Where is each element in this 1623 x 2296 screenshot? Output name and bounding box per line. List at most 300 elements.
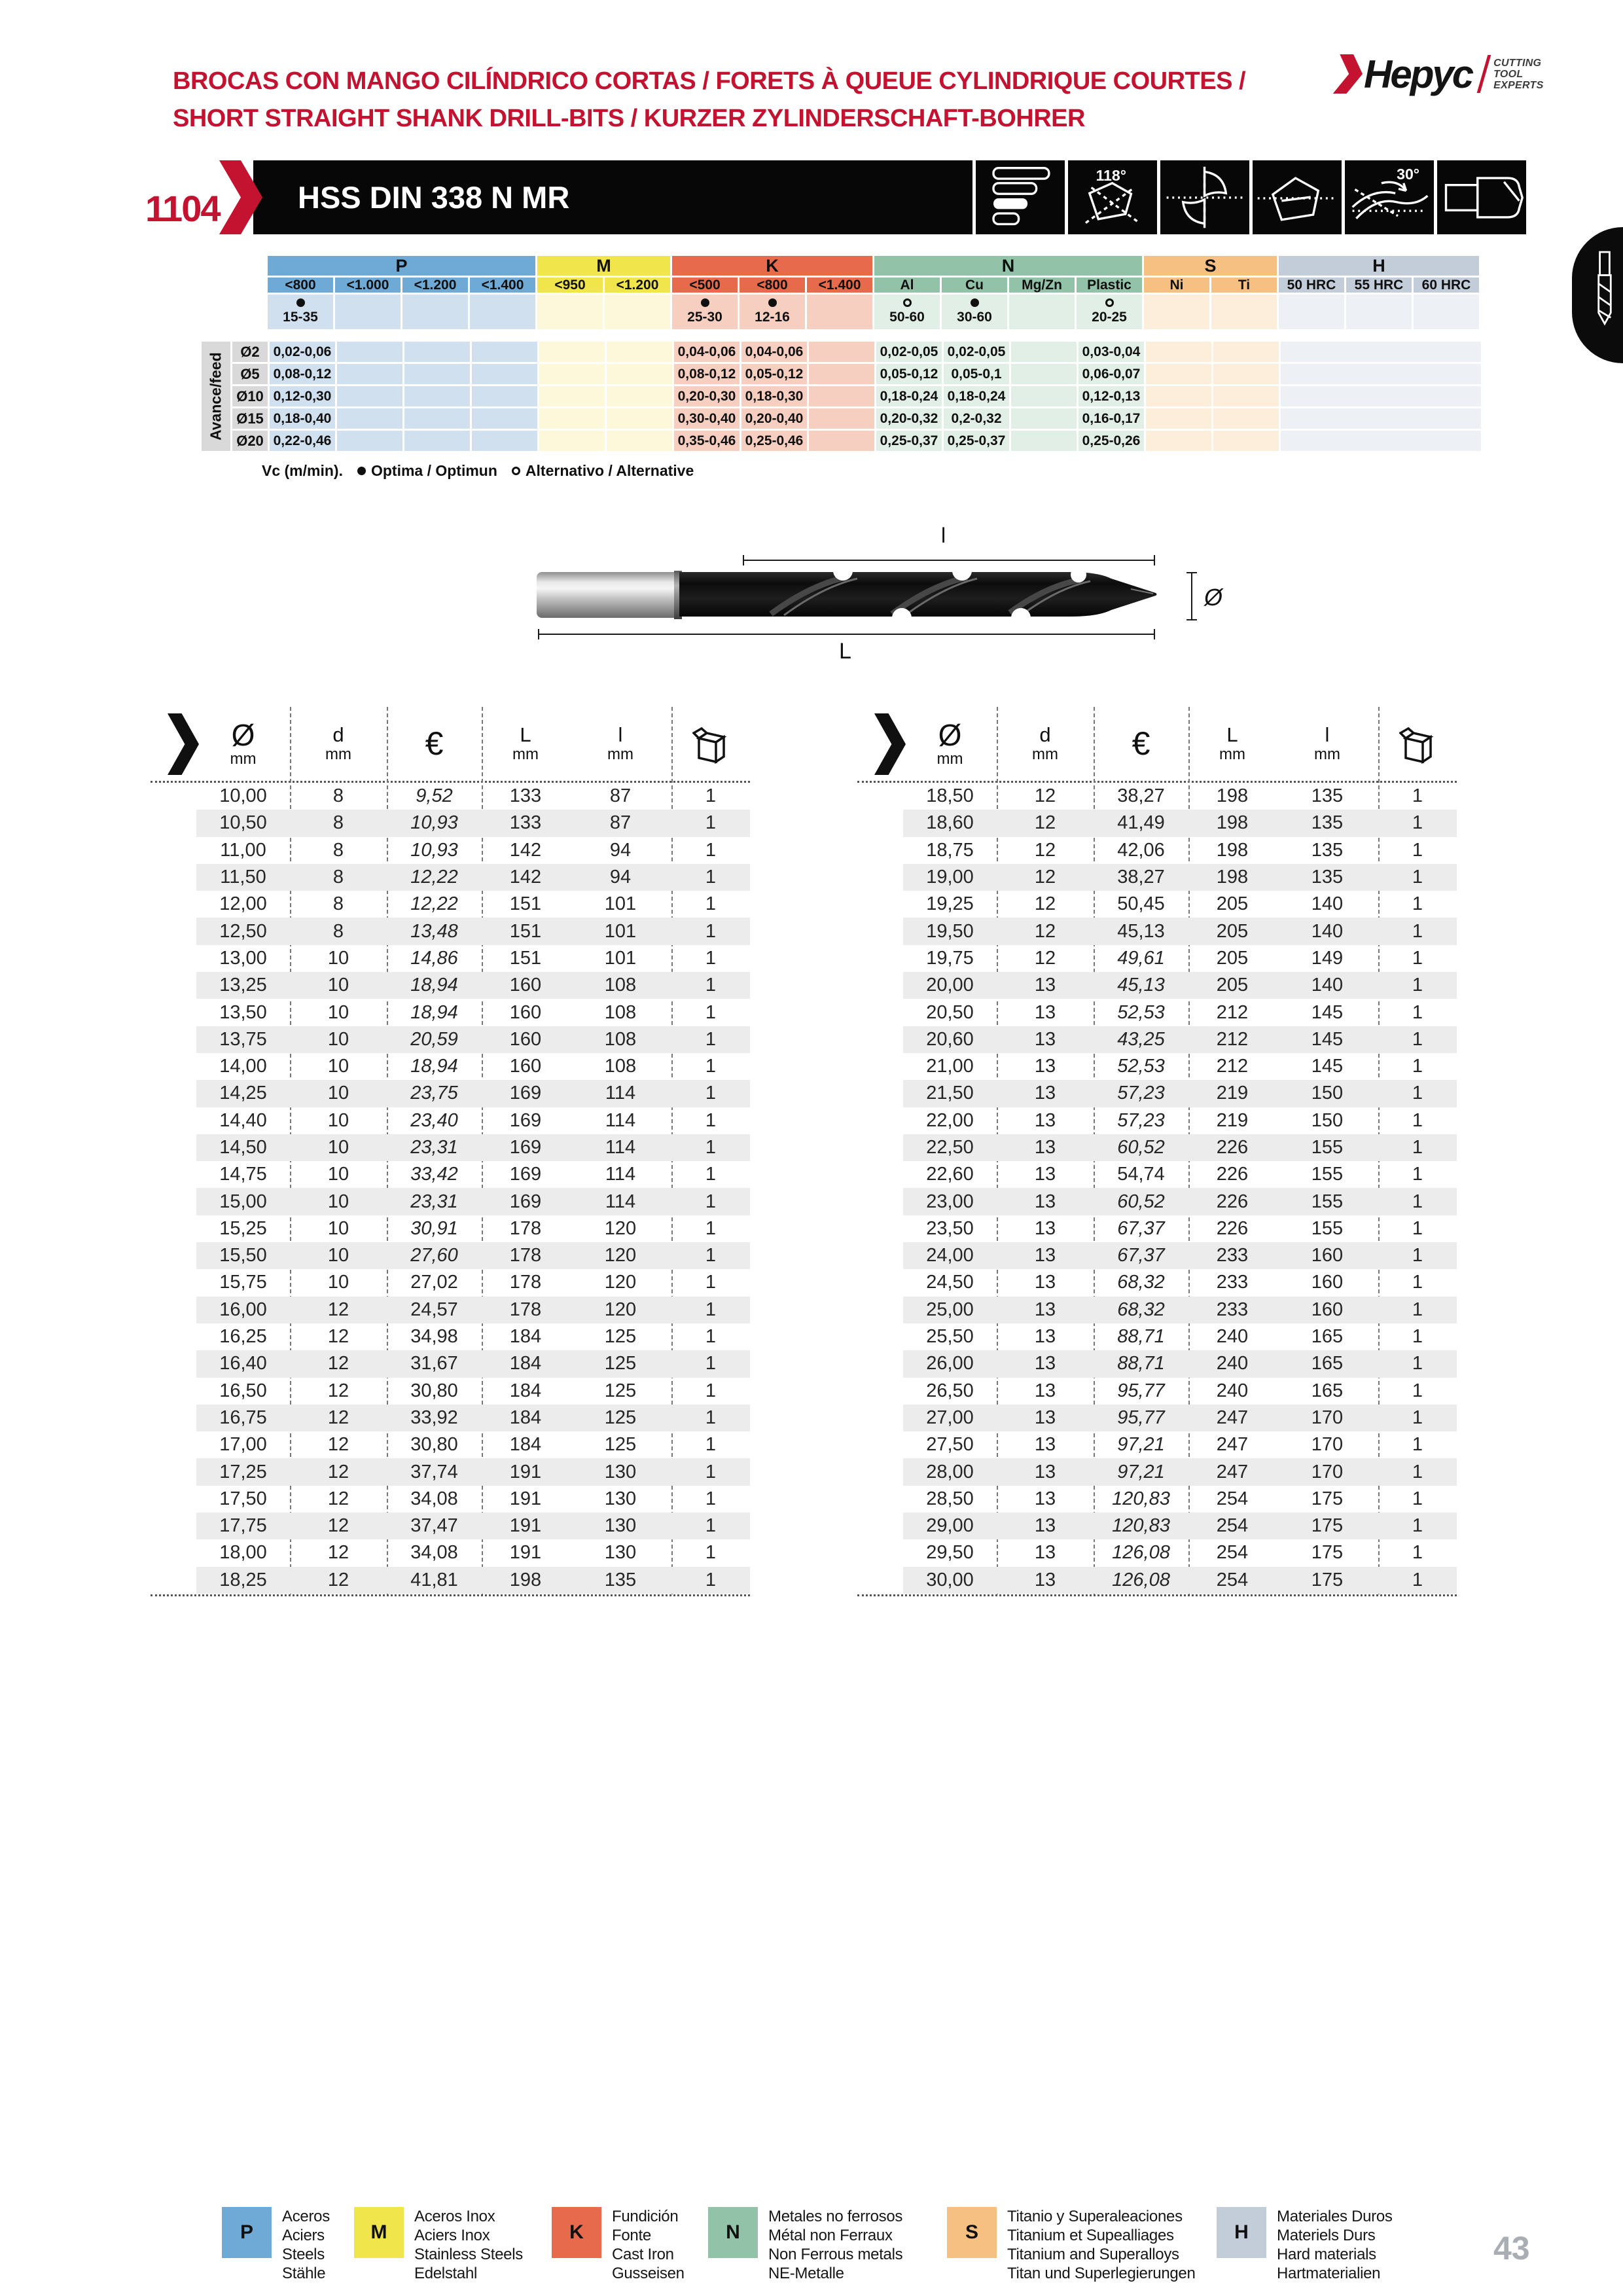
price-cell: 88,71 [1117,1353,1165,1374]
feed-diameter-label: Ø15 [232,408,268,429]
legend-line: Stainless Steels [414,2246,523,2263]
flute-length-cell: 160 [1311,1299,1344,1320]
table-row [857,1486,1457,1513]
legend-item-H [1217,2207,1393,2283]
legend-line: Cast Iron [612,2246,674,2263]
diameter-cell: 16,50 [219,1380,267,1401]
legend-swatch-P: P [222,2207,272,2258]
total-length-cell: 169 [509,1164,542,1185]
feed-cell [472,431,537,451]
flute-length-cell: 170 [1311,1461,1344,1482]
feed-cell: 0,18-0,30 [741,386,807,406]
pack-qty-cell: 1 [1412,867,1423,888]
diameter-cell: 14,75 [219,1164,267,1185]
feed-cell [1213,342,1279,362]
total-length-label: L [839,639,851,664]
price-cell: 20,59 [410,1028,458,1050]
total-length-cell: 212 [1216,1001,1249,1023]
diameter-cell: 28,50 [926,1488,974,1509]
legend-swatch-H: H [1217,2207,1266,2258]
table-row [857,783,1457,810]
price-cell: 18,94 [410,1056,458,1077]
total-length-cell: 233 [1216,1299,1249,1320]
shank-dia-cell: 12 [327,1515,349,1537]
total-length-cell: 198 [1216,839,1249,861]
flute-length-cell: 114 [605,1191,636,1212]
total-length-cell: 169 [509,1191,542,1212]
total-length-cell: 178 [509,1272,542,1293]
vc-cell [335,295,401,329]
total-length-cell: 240 [1216,1353,1249,1374]
price-cell: 57,23 [1117,1109,1165,1131]
col-header-shank: d mm [325,723,351,763]
feed-cell: 0,25-0,37 [876,431,942,451]
total-length-cell: 205 [1216,975,1249,996]
shank-dia-cell: 12 [1034,893,1056,915]
diameter-cell: 29,50 [926,1542,974,1564]
total-length-cell: 226 [1216,1217,1249,1239]
flute-length-cell: 125 [604,1326,637,1348]
diameter-cell: 18,00 [219,1542,267,1564]
shank-dia-cell: 12 [327,1407,349,1428]
total-length-cell: 184 [509,1407,542,1428]
legend-line: Aciers [282,2227,325,2244]
price-table-header [151,707,750,783]
total-length-cell: 212 [1216,1056,1249,1077]
table-row [151,783,750,810]
price-cell: 38,27 [1117,867,1165,888]
table-row [857,1080,1457,1107]
flute-length-cell: 155 [1311,1137,1344,1158]
feed-cell [337,431,402,451]
table-row [151,1188,750,1215]
brand-tagline: CUTTING TOOL EXPERTS [1493,57,1544,91]
diameter-cell: 16,75 [219,1407,267,1428]
flute-length-cell: 114 [605,1164,636,1185]
diameter-cell: 15,50 [219,1245,267,1266]
vc-cell [1144,295,1209,329]
feed-cell [1146,342,1211,362]
feed-cell: 0,2-0,32 [944,408,1009,429]
table-row [151,1567,750,1594]
shank-dia-cell: 8 [332,839,344,861]
total-length-cell: 191 [509,1515,542,1537]
shank-dia-cell: 13 [1034,1028,1056,1050]
speed-col-header: Cu [942,278,1007,293]
table-row [857,1297,1457,1323]
feed-diameter-label: Ø10 [232,386,268,406]
table-row [151,918,750,944]
vc-note [262,462,694,480]
total-length-cell: 178 [509,1217,542,1239]
drill-body [679,567,1157,622]
table-row [151,810,750,836]
diameter-cell: 11,00 [220,839,266,861]
price-cell: 34,08 [410,1488,458,1509]
legend-line: Fonte [612,2227,651,2244]
pack-qty-cell: 1 [1412,1434,1423,1456]
shank-dia-cell: 12 [1034,839,1056,861]
price-cell: 23,31 [410,1137,458,1158]
col-header-diameter: Ø mm [230,718,257,768]
vc-cell: 50-60 [874,295,940,329]
table-row [151,1486,750,1513]
price-cell: 97,21 [1117,1434,1165,1456]
pack-qty-cell: 1 [705,893,717,915]
shank-dia-cell: 13 [1034,975,1056,996]
price-cell: 60,52 [1117,1137,1165,1158]
pack-qty-cell: 1 [1412,1028,1423,1050]
feed-cell [809,342,874,362]
table-row [151,1107,750,1134]
diameter-cell: 24,00 [926,1245,974,1266]
feed-cell [404,431,470,451]
diameter-cell: 15,25 [219,1217,267,1239]
table-row [151,972,750,999]
price-cell: 18,94 [410,1001,458,1023]
legend-line: Edelstahl [414,2265,478,2282]
price-cell: 45,13 [1117,920,1165,942]
feed-cell [539,342,605,362]
pack-qty-cell: 1 [1412,1515,1423,1537]
shank-dia-cell: 8 [332,812,344,834]
pack-qty-cell: 1 [705,975,717,996]
table-row [151,1026,750,1053]
total-length-cell: 151 [509,920,542,942]
table-row [857,1513,1457,1539]
legend-line: Titanium et Supealliages [1007,2227,1174,2244]
price-cell: 33,42 [410,1164,458,1185]
pack-qty-cell: 1 [1412,1191,1423,1212]
pack-qty-cell: 1 [705,1245,717,1266]
price-cell: 42,06 [1117,839,1165,861]
price-cell: 97,21 [1117,1461,1165,1482]
feed-cell [404,408,470,429]
total-length-cell: 169 [509,1137,542,1158]
table-row [151,945,750,972]
price-cell: 95,77 [1117,1380,1165,1401]
diameter-cell: 11,50 [220,867,266,888]
shank-dia-cell: 13 [1034,1542,1056,1564]
price-cell: 30,80 [410,1434,458,1456]
pack-qty-cell: 1 [705,1488,717,1509]
feed-diameter-label: Ø20 [232,431,268,451]
table-row [151,1053,750,1080]
table-row [151,1297,750,1323]
price-cell: 67,37 [1117,1217,1165,1239]
shank-dia-cell: 13 [1034,1164,1056,1185]
feed-diameter-label: Ø5 [232,364,268,384]
material-group-N: N [874,256,1142,276]
total-length-cell: 133 [509,785,542,807]
price-cell: 120,83 [1112,1488,1170,1509]
shank-dia-cell: 10 [327,947,349,969]
feed-diameter-label: Ø2 [232,342,268,362]
total-length-cell: 233 [1216,1245,1249,1266]
price-cell: 68,32 [1117,1272,1165,1293]
diameter-cell: 22,00 [926,1109,974,1131]
page-title [173,63,1245,137]
price-cell: 27,60 [410,1245,458,1266]
pack-qty-cell: 1 [705,812,717,834]
price-cell: 95,77 [1117,1407,1165,1428]
shank-dia-cell: 10 [327,1245,349,1266]
price-cell: 30,80 [410,1380,458,1401]
diameter-cell: 26,50 [926,1380,974,1401]
total-length-cell: 184 [509,1434,542,1456]
diameter-cell: 19,50 [926,920,974,942]
price-cell: 12,22 [410,867,458,888]
table-row [857,837,1457,864]
flute-length-cell: 150 [1311,1109,1344,1131]
table-row [151,1161,750,1188]
feed-cell: 0,05-0,12 [876,364,942,384]
feed-cell [1011,431,1077,451]
table-bottom-border [857,1594,1457,1596]
shank-dia-cell: 12 [1034,920,1056,942]
price-cell: 34,08 [410,1542,458,1564]
vc-cell [470,295,535,329]
flute-length-cell: 120 [604,1299,637,1320]
feed-cell [1011,408,1077,429]
flute-length-cell: 125 [604,1407,637,1428]
legend-line: Steels [282,2246,325,2263]
feed-cell [472,364,537,384]
diameter-cell: 22,60 [926,1164,974,1185]
col-header-price: € [1132,725,1150,762]
table-row [151,1458,750,1485]
col-header-price: € [425,725,444,762]
total-length-cell: 226 [1216,1191,1249,1212]
feed-cell [337,342,402,362]
col-header-packaging [1378,707,1457,780]
table-row [151,1215,750,1242]
diameter-cell: 12,50 [219,920,267,942]
vc-cell [605,295,670,329]
legend-item-N [708,2207,902,2283]
total-length-cell: 233 [1216,1272,1249,1293]
diameter-cell: 20,60 [926,1028,974,1050]
diameter-cell: 16,25 [219,1326,267,1348]
table-row [857,1431,1457,1458]
pack-qty-cell: 1 [1412,785,1423,807]
price-cell: 41,49 [1117,812,1165,834]
diameter-cell: 15,75 [219,1272,267,1293]
vc-cell: 20-25 [1077,295,1142,329]
product-bar [253,160,1526,234]
feed-cell [1281,431,1481,451]
speed-col-header: Mg/Zn [1009,278,1075,293]
filled-dot-icon [768,298,777,307]
material-legend [222,2207,1531,2296]
feed-cell [472,408,537,429]
shank-dia-cell: 13 [1034,1272,1056,1293]
feed-cell [472,342,537,362]
table-row [151,1405,750,1431]
total-length-cell: 254 [1216,1569,1249,1590]
feed-cell [1213,386,1279,406]
feed-cell [539,408,605,429]
shank-dia-cell: 13 [1034,1217,1056,1239]
table-row [857,1458,1457,1485]
speed-col-header: <1.400 [470,278,535,293]
shank-dia-cell: 10 [327,1272,349,1293]
flute-length-cell: 135 [1311,812,1344,834]
optima-dot-icon [357,467,366,475]
feed-cell [337,386,402,406]
speed-col-header: 60 HRC [1414,278,1479,293]
feed-cell [337,364,402,384]
material-group-M: M [537,256,670,276]
price-cell: 43,25 [1117,1028,1165,1050]
table-row [151,999,750,1026]
total-length-cell: 219 [1216,1109,1249,1131]
diameter-cell: 14,00 [219,1056,267,1077]
table-row [857,1161,1457,1188]
vc-cell [402,295,468,329]
table-row [857,1215,1457,1242]
feed-axis-label: Avance/feed [202,342,230,451]
price-cell: 27,02 [410,1272,458,1293]
shank-dia-cell: 13 [1034,1056,1056,1077]
total-length-cell: 169 [509,1083,542,1104]
col-header-flute-length: l mm [1314,723,1340,763]
shank-dia-cell: 10 [327,1028,349,1050]
feed-cell [1213,408,1279,429]
drill-shank [537,572,678,618]
table-row [857,864,1457,891]
diameter-cell: 23,00 [926,1191,974,1212]
table-row [151,1539,750,1566]
legend-line: Materiels Durs [1277,2227,1376,2244]
legend-line: Titan und Superlegierungen [1007,2265,1196,2282]
total-length-cell: 219 [1216,1083,1249,1104]
price-cell: 60,52 [1117,1191,1165,1212]
flute-length-cell: 114 [605,1109,636,1131]
shank-dia-cell: 10 [327,1217,349,1239]
vc-cell: 30-60 [942,295,1007,329]
price-cell: 14,86 [410,947,458,969]
price-cell: 12,22 [410,893,458,915]
pack-qty-cell: 1 [1412,1542,1423,1564]
product-pictograms [972,160,1526,234]
shank-dia-cell: 13 [1034,1083,1056,1104]
col-header-packaging [671,707,750,780]
material-group-P: P [268,256,535,276]
total-length-cell: 205 [1216,947,1249,969]
shank-dia-cell: 10 [327,1191,349,1212]
total-length-cell: 240 [1216,1326,1249,1348]
pack-qty-cell: 1 [1412,839,1423,861]
flute-length-cell: 87 [609,785,632,807]
price-cell: 23,40 [410,1109,458,1131]
feed-cell: 0,18-0,24 [944,386,1009,406]
feed-cell [607,408,672,429]
pack-qty-cell: 1 [705,1515,717,1537]
legend-line: Hard materials [1277,2246,1376,2263]
price-cell: 52,53 [1117,1056,1165,1077]
feed-cell: 0,04-0,06 [741,342,807,362]
feed-cell [1281,386,1481,406]
flute-length-cell: 130 [604,1488,637,1509]
price-table-body [857,783,1457,1594]
table-row [857,972,1457,999]
table-row [857,1188,1457,1215]
total-length-cell: 191 [509,1461,542,1482]
flute-length-cell: 125 [604,1353,637,1374]
feed-cell: 0,12-0,13 [1079,386,1144,406]
pack-qty-cell: 1 [705,1191,717,1212]
flute-length-cell: 170 [1311,1434,1344,1456]
material-group-K: K [672,256,872,276]
pack-qty-cell: 1 [1412,1137,1423,1158]
legend-line: Metales no ferrosos [768,2208,903,2225]
shank-dia-cell: 12 [327,1299,349,1320]
brand-name: Hepyc [1364,52,1472,96]
total-length-cell: 198 [1216,812,1249,834]
total-length-cell: 247 [1216,1407,1249,1428]
legend-swatch-M: M [354,2207,404,2258]
feed-cell: 0,16-0,17 [1079,408,1144,429]
col-header-flute-length: l mm [607,723,633,763]
price-cell: 30,91 [410,1217,458,1239]
shank-dia-cell: 13 [1034,1380,1056,1401]
page-number: 43 [1493,2230,1530,2267]
table-row [857,999,1457,1026]
feed-cell [1213,431,1279,451]
flute-length-cell: 108 [604,975,637,996]
legend-line: NE-Metalle [768,2265,844,2282]
total-length-cell: 142 [509,839,542,861]
pack-qty-cell: 1 [705,1326,717,1348]
pack-qty-cell: 1 [705,1001,717,1023]
brand-slash-icon [1477,55,1491,93]
table-row [857,1026,1457,1053]
price-cell: 18,94 [410,975,458,996]
table-row [857,1567,1457,1594]
vc-cell [1009,295,1075,329]
feed-cell [607,364,672,384]
price-table-right [857,707,1457,1598]
vc-cell: 25-30 [672,295,738,329]
flute-length-cell: 145 [1311,1001,1344,1023]
total-length-cell: 240 [1216,1380,1249,1401]
feed-cell [539,386,605,406]
pack-qty-cell: 1 [705,947,717,969]
speed-col-header: Al [874,278,940,293]
price-table-body [151,783,750,1594]
shank-dia-cell: 10 [327,1056,349,1077]
pack-qty-cell: 1 [705,1434,717,1456]
feed-cell: 0,20-0,40 [741,408,807,429]
table-row [857,891,1457,918]
shank-dia-cell: 13 [1034,1001,1056,1023]
legend-line: Aceros [282,2208,330,2225]
pack-qty-cell: 1 [705,1407,717,1428]
shank-dia-cell: 13 [1034,1488,1056,1509]
legend-line: Métal non Ferraux [768,2227,893,2244]
flute-length-cell: 175 [1311,1542,1344,1564]
point-angle-icon [1065,160,1157,234]
speed-col-header: 55 HRC [1346,278,1412,293]
feed-cell: 0,25-0,37 [944,431,1009,451]
shank-dia-cell: 10 [327,1083,349,1104]
vc-cell [1414,295,1479,329]
shank-dia-cell: 13 [1034,1407,1056,1428]
shank-type-icon [1434,160,1526,234]
flute-length-cell: 125 [604,1434,637,1456]
flute-length-cell: 135 [1311,839,1344,861]
